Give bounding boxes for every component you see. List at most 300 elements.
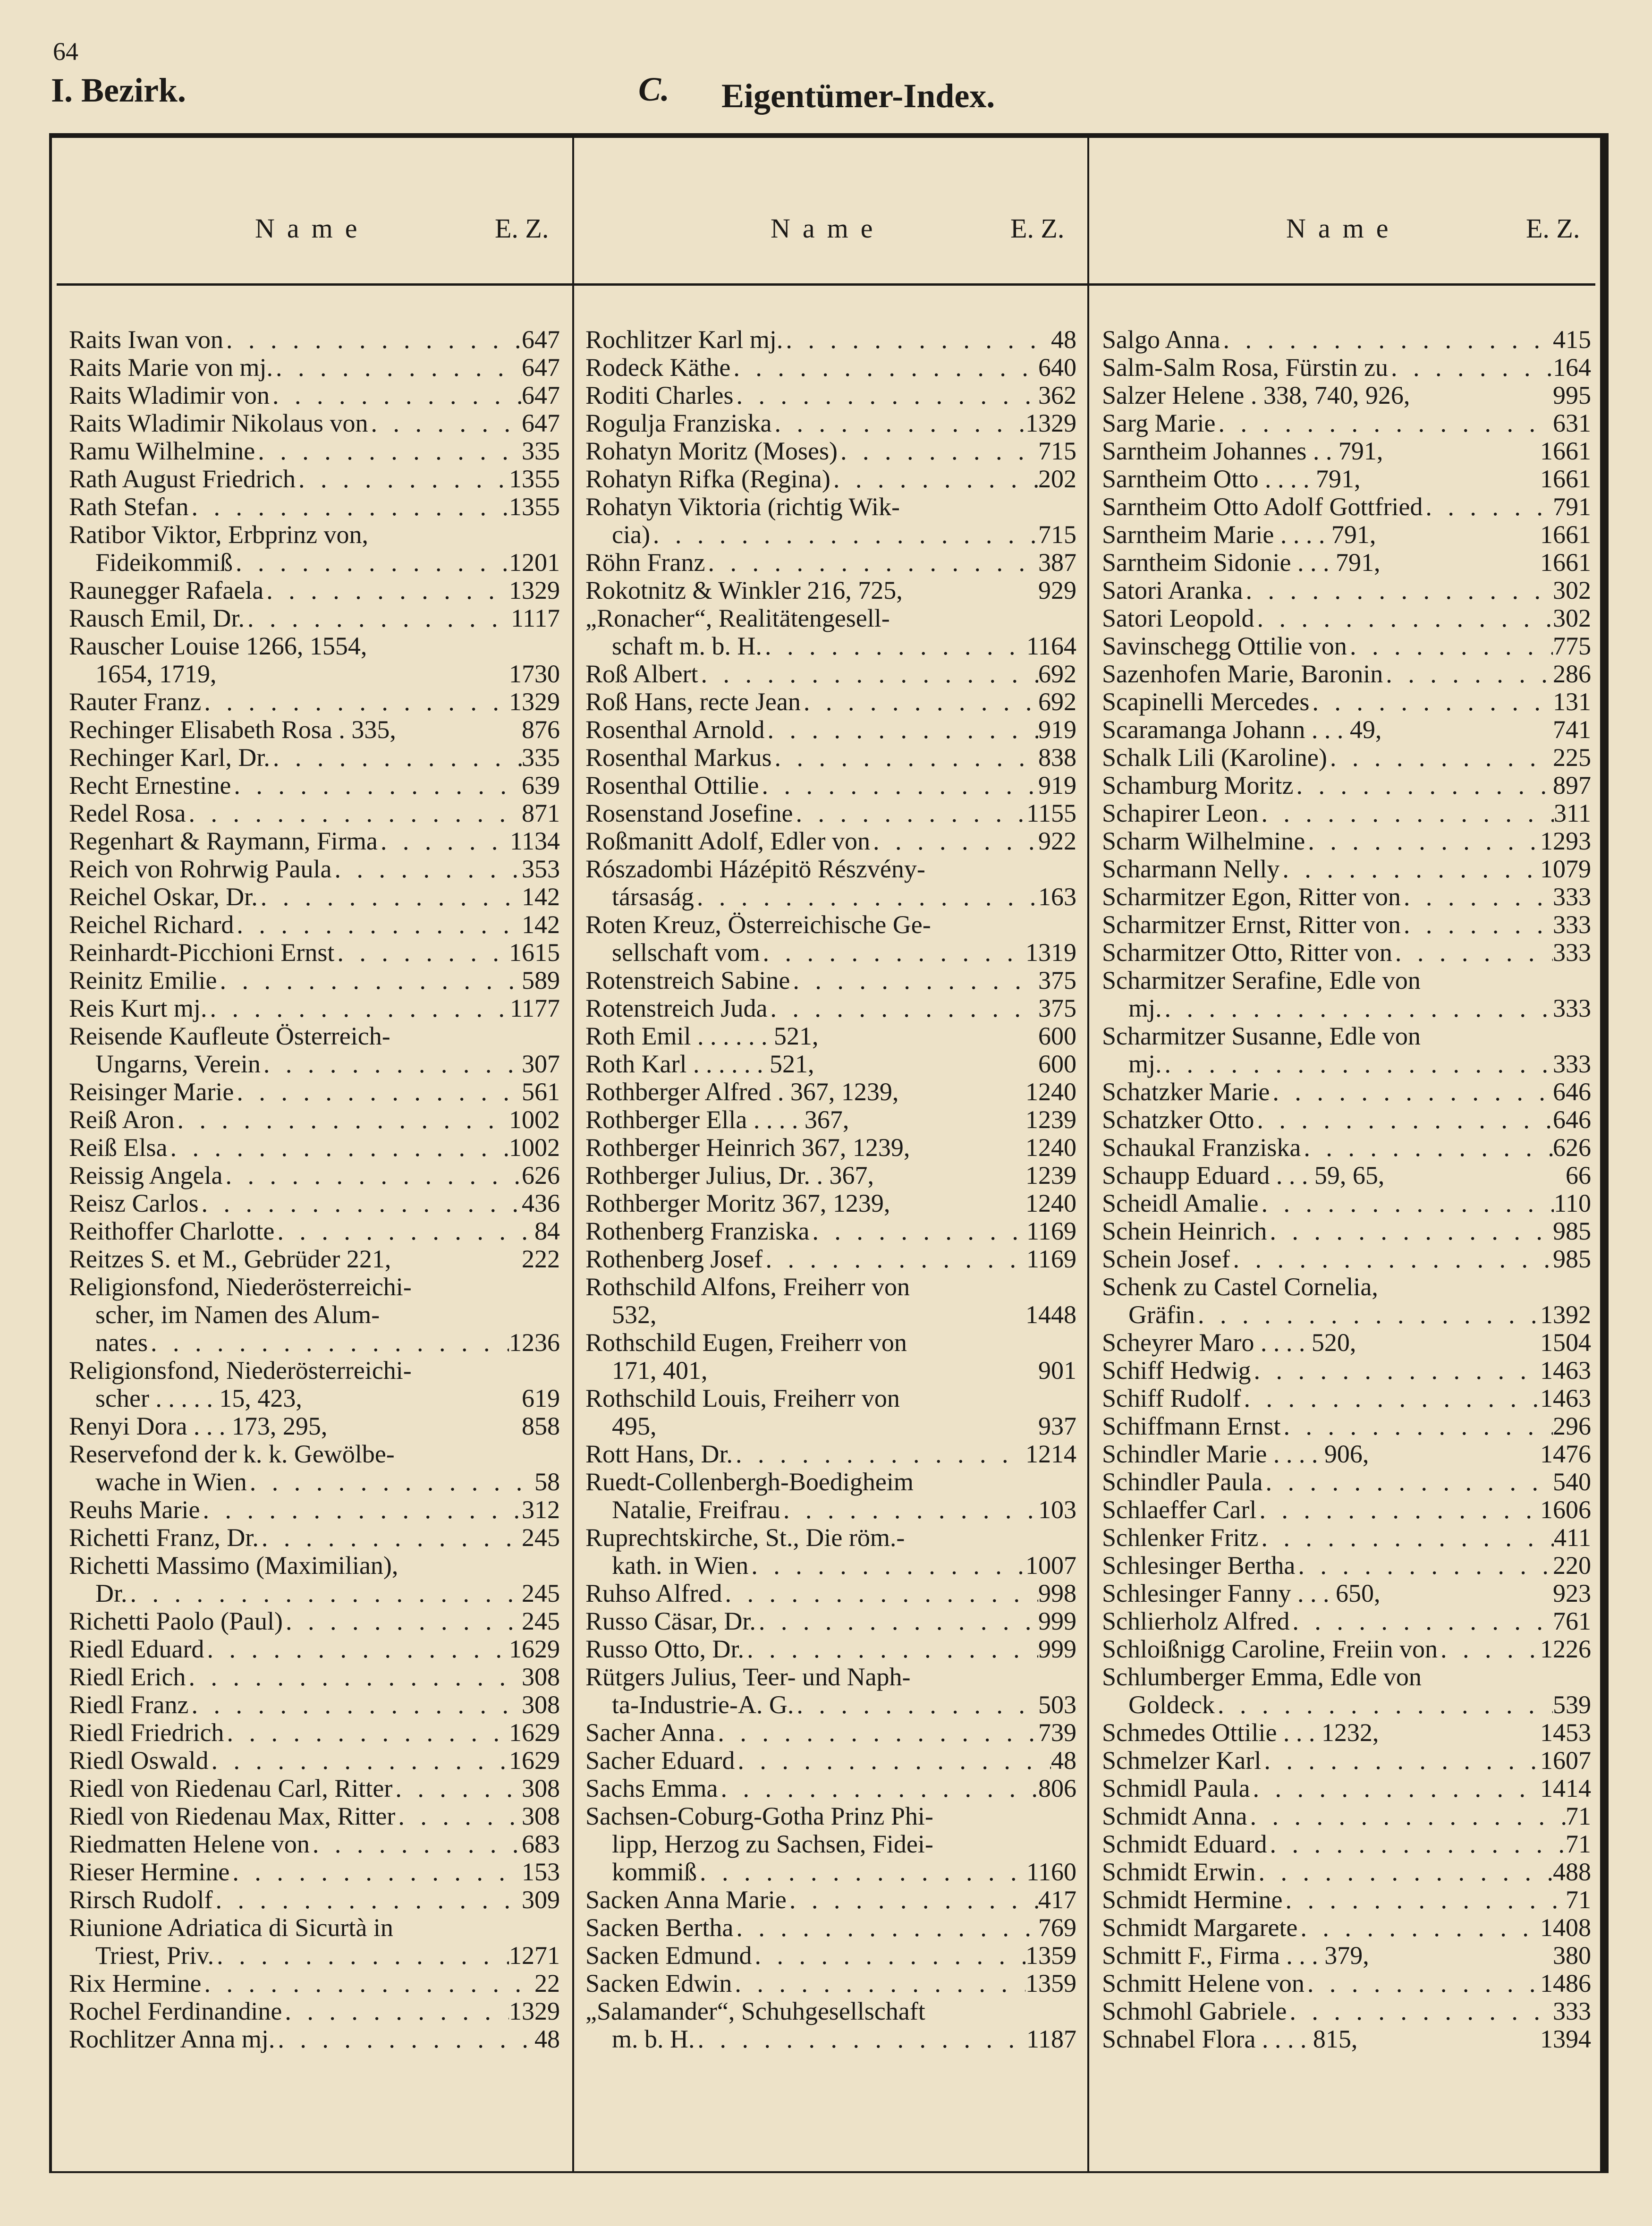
index-entry [1102, 1189, 1591, 1217]
index-entry [585, 1468, 1076, 1496]
ez-number: 302 [1553, 576, 1591, 604]
owner-name: Redel Rosa [69, 799, 186, 827]
index-entry [585, 437, 1076, 465]
index-entry [585, 660, 1076, 688]
dot-leader [1250, 1775, 1540, 1802]
owner-name: Riedl von Riedenau Max, Ritter [69, 1802, 396, 1830]
dot-leader [1423, 493, 1553, 521]
index-entry [69, 493, 560, 521]
owner-name: Schlumberger Emma, Edle von [1102, 1663, 1422, 1691]
index-entry [1102, 1552, 1591, 1580]
dot-leader [870, 827, 1038, 855]
dot-leader [1305, 827, 1540, 855]
index-entry [69, 465, 560, 493]
ez-number: 1187 [1026, 2025, 1076, 2053]
index-entry [1102, 1496, 1591, 1524]
owner-name: Rosenthal Ottilie [585, 772, 759, 799]
index-entry [585, 1886, 1076, 1914]
ez-number: 1240 [1025, 1078, 1076, 1106]
owner-name: Riunione Adriatica di Sicurtà in [69, 1914, 393, 1942]
ez-number: 375 [1038, 966, 1076, 994]
owner-name: Schmidt Erwin [1102, 1858, 1256, 1886]
dot-leader [1282, 1886, 1566, 1914]
ez-number: 1240 [1025, 1189, 1076, 1217]
ez-number: 647 [522, 381, 560, 409]
owner-name: Schmidt Hermine [1102, 1886, 1283, 1914]
index-entry [69, 1914, 560, 1942]
index-entry [69, 716, 560, 744]
owner-name: Rütgers Julius, Teer- und Naph- [585, 1663, 911, 1691]
owner-name: Schaupp Eduard . . . 59, 65, [1102, 1162, 1385, 1189]
index-entry [585, 744, 1076, 772]
owner-name: Rothberger Alfred . 367, 1239, [585, 1078, 899, 1106]
ez-number: 380 [1553, 1941, 1591, 1970]
owner-name: Roth Karl . . . . . . 521, [585, 1050, 814, 1078]
dot-leader [1258, 1189, 1554, 1217]
ez-number: 311 [1554, 799, 1591, 827]
dot-leader [234, 911, 522, 939]
dot-leader [764, 716, 1038, 744]
owner-name: Rodeck Käthe [585, 354, 731, 382]
index-entry [585, 1078, 1076, 1106]
ez-number: 1079 [1540, 855, 1591, 883]
dot-leader [1297, 1914, 1540, 1942]
index-entry [69, 1412, 560, 1440]
dot-leader [1251, 1357, 1540, 1385]
ez-number: 71 [1566, 1886, 1591, 1914]
ez-number: 769 [1038, 1913, 1076, 1942]
owner-name: Reichel Richard [69, 911, 234, 939]
dot-leader [1301, 1134, 1553, 1162]
ez-number: 1293 [1540, 827, 1591, 855]
owner-name: Roditi Charles [585, 382, 734, 409]
owner-name: Sachs Emma [585, 1775, 718, 1802]
ez-number: 308 [522, 1691, 560, 1719]
index-entry [585, 939, 1076, 967]
ez-number: 647 [522, 326, 560, 354]
dot-leader [697, 1858, 1026, 1886]
index-entry [69, 967, 560, 994]
ez-number: 308 [522, 1774, 560, 1802]
index-entry [69, 1942, 560, 1970]
ez-number: 375 [1038, 994, 1076, 1022]
ez-number: 1214 [1025, 1440, 1076, 1468]
dot-leader [167, 1134, 509, 1162]
owner-name: scher, im Namen des Alum- [95, 1301, 380, 1329]
dot-leader [368, 409, 522, 437]
ez-number: 333 [1553, 910, 1591, 939]
ez-number: 333 [1553, 1050, 1591, 1078]
index-entry [585, 716, 1076, 744]
ez-number: 286 [1553, 660, 1591, 688]
ez-number: 1201 [509, 548, 560, 577]
ez-number: 1359 [1025, 1941, 1076, 1970]
index-entry [1102, 1078, 1591, 1106]
index-entry [69, 1580, 560, 1607]
index-entry [585, 1301, 1076, 1329]
index-entry [69, 1691, 560, 1719]
ez-number: 1463 [1540, 1356, 1591, 1385]
index-entry [69, 1468, 560, 1496]
ez-number: 692 [1038, 660, 1076, 688]
ez-number: 66 [1566, 1161, 1591, 1189]
dot-leader [1287, 1997, 1553, 2025]
owner-name: Rohatyn Rifka (Regina) [585, 465, 830, 493]
index-entry [69, 939, 560, 967]
owner-name: Richetti Franz, Dr. [69, 1524, 259, 1552]
page-number: 64 [53, 37, 78, 66]
ez-number: 296 [1553, 1412, 1591, 1440]
index-entry [69, 1162, 560, 1189]
owner-name: Sazenhofen Marie, Baronin [1102, 660, 1383, 688]
dot-leader [830, 465, 1038, 493]
owner-name: schaft m. b. H. [612, 632, 762, 660]
ez-number: 488 [1553, 1858, 1591, 1886]
ez-number: 1355 [509, 465, 560, 493]
index-entry [585, 1775, 1076, 1802]
index-column-3 [1102, 326, 1591, 2158]
index-entry [1102, 521, 1591, 549]
owner-name: sellschaft vom [612, 939, 760, 967]
owner-name: Schalk Lili (Karoline) [1102, 744, 1327, 772]
owner-name: Schein Heinrich [1102, 1217, 1267, 1245]
owner-name: Rothschild Alfons, Freiherr von [585, 1273, 910, 1301]
ez-number: 1117 [511, 604, 560, 632]
owner-name: Reservefond der k. k. Gewölbe- [69, 1440, 395, 1468]
owner-name: Russo Otto, Dr. [585, 1635, 745, 1663]
owner-name: Schiff Rudolf [1102, 1385, 1241, 1412]
owner-name: Raits Marie von mj. [69, 354, 273, 382]
index-entry [1102, 1858, 1591, 1886]
owner-name: Rath August Friedrich [69, 465, 296, 493]
index-entry [1102, 799, 1591, 827]
ez-number: 1359 [1025, 1969, 1076, 1997]
dot-leader [1256, 1496, 1540, 1524]
index-entry [585, 1747, 1076, 1775]
ez-number: 1629 [509, 1746, 560, 1775]
index-entry [1102, 1914, 1591, 1942]
index-entry [1102, 1802, 1591, 1830]
ez-number: 1002 [509, 1133, 560, 1162]
owner-name: Schindler Paula [1102, 1468, 1263, 1496]
owner-name: Rothberger Ella . . . . 367, [585, 1106, 849, 1134]
index-entry [585, 1830, 1076, 1858]
index-entry [585, 1357, 1076, 1385]
owner-name: Schindler Marie . . . . 906, [1102, 1440, 1369, 1468]
dot-leader [1247, 1802, 1566, 1830]
owner-name: Scharmann Nelly [1102, 855, 1280, 883]
index-entry [585, 493, 1076, 521]
owner-name: Ruhso Alfred [585, 1580, 722, 1607]
ez-number: 589 [522, 966, 560, 994]
owner-name: Salzer Helene . 338, 740, 926, [1102, 382, 1410, 409]
dot-leader [1241, 1385, 1541, 1412]
owner-name: Roßmanitt Adolf, Edler von [585, 827, 870, 855]
owner-name: Schmohl Gabriele [1102, 1997, 1287, 2025]
owner-name: Raits Wladimir von [69, 382, 270, 409]
owner-name: Rothberger Moritz 367, 1239, [585, 1189, 890, 1217]
index-entry [1102, 744, 1591, 772]
index-entry [1102, 1134, 1591, 1162]
dot-leader [1261, 1747, 1540, 1775]
owner-name: Rosenthal Markus [585, 744, 772, 772]
ez-number: 741 [1553, 715, 1591, 744]
owner-name: Rauscher Louise 1266, 1554, [69, 632, 367, 660]
owner-name: Renyi Dora . . . 173, 295, [69, 1412, 328, 1440]
ez-number: 245 [522, 1607, 560, 1635]
ez-number: 1448 [1025, 1300, 1076, 1329]
ez-number: 387 [1038, 548, 1076, 577]
ez-number: 639 [522, 771, 560, 799]
index-entry [69, 772, 560, 799]
ez-number: 1329 [509, 688, 560, 716]
index-entry [1102, 883, 1591, 911]
dot-leader [771, 744, 1038, 772]
index-entry [585, 1607, 1076, 1635]
owner-name: Reichel Oskar, Dr. [69, 883, 258, 911]
owner-name: Richetti Massimo (Maximilian), [69, 1552, 398, 1580]
owner-name: Schmidt Margarete [1102, 1914, 1298, 1942]
index-entry [585, 1691, 1076, 1719]
ez-number: 929 [1038, 576, 1076, 604]
dot-leader [1262, 1468, 1553, 1496]
owner-name: Regenhart & Raymann, Firma [69, 827, 378, 855]
column-divider [572, 138, 574, 2171]
index-entry [585, 465, 1076, 493]
index-entry [585, 1802, 1076, 1830]
index-entry [69, 883, 560, 911]
index-entry [1102, 382, 1591, 409]
dot-leader [204, 1635, 509, 1663]
dot-leader [762, 632, 1026, 660]
dot-leader [732, 1970, 1025, 1997]
dot-leader [1195, 1301, 1540, 1329]
dot-leader [224, 1719, 509, 1747]
owner-name: 1654, 1719, [95, 660, 217, 688]
owner-name: Raunegger Rafaela [69, 577, 264, 604]
index-entry [1102, 1747, 1591, 1775]
owner-name: Savinschegg Ottilie von [1102, 632, 1347, 660]
ez-number: 995 [1553, 381, 1591, 409]
ez-number: 333 [1553, 994, 1591, 1022]
dot-leader [733, 1914, 1038, 1942]
ez-number: 999 [1038, 1635, 1076, 1663]
ez-number: 335 [522, 743, 560, 772]
owner-name: Riedl Oswald [69, 1747, 209, 1775]
owner-name: Riedl Friedrich [69, 1719, 224, 1747]
ez-number: 1329 [509, 1997, 560, 2025]
owner-name: Schein Josef [1102, 1245, 1230, 1273]
dot-leader [1327, 744, 1553, 772]
index-entry [69, 2025, 560, 2053]
owner-name: Reiß Aron [69, 1106, 175, 1134]
dot-leader [722, 1580, 1039, 1607]
dot-leader [378, 827, 510, 855]
index-entry [1102, 409, 1591, 437]
owner-name: Rosenthal Arnold [585, 716, 765, 744]
owner-name: Schaukal Franziska [1102, 1134, 1301, 1162]
owner-name: Satori Leopold [1102, 604, 1254, 632]
index-entry [585, 1189, 1076, 1217]
owner-name: Rotenstreich Juda [585, 994, 768, 1022]
ez-number: 775 [1553, 632, 1591, 660]
owner-name: Scharmitzer Ernst, Ritter von [1102, 911, 1401, 939]
ez-number: 308 [522, 1663, 560, 1691]
index-entry [69, 549, 560, 577]
index-entry [69, 1886, 560, 1914]
dot-leader [1254, 1106, 1553, 1134]
owner-name: Rott Hans, Dr. [585, 1440, 733, 1468]
index-entry [69, 744, 560, 772]
index-entry [69, 1078, 560, 1106]
dot-leader [735, 1747, 1051, 1775]
ez-number: 806 [1038, 1774, 1076, 1802]
index-entry [1102, 493, 1591, 521]
ez-number: 71 [1566, 1830, 1591, 1858]
dot-leader [1258, 1524, 1554, 1552]
ez-number: 153 [522, 1858, 560, 1886]
dot-leader [787, 1886, 1038, 1914]
dot-leader [247, 1468, 534, 1496]
index-entry [1102, 549, 1591, 577]
owner-name: Fideikommiß [95, 549, 233, 577]
owner-name: wache in Wien [95, 1468, 247, 1496]
index-entry [585, 1663, 1076, 1691]
index-entry [1102, 855, 1591, 883]
owner-name: Sarg Marie [1102, 409, 1216, 437]
column-header-ez: E. Z. [1526, 213, 1580, 244]
owner-name: Russo Cäsar, Dr. [585, 1607, 756, 1635]
column-header-name: Name [1286, 213, 1401, 244]
index-entry [585, 1635, 1076, 1663]
ez-number: 1486 [1540, 1969, 1591, 1997]
index-entry [69, 1440, 560, 1468]
owner-name: Rochlitzer Anna mj. [69, 2025, 275, 2053]
dot-leader [188, 493, 509, 521]
owner-name: Röhn Franz [585, 549, 705, 577]
owner-name: Roten Kreuz, Österreichische Ge- [585, 911, 931, 939]
dot-leader [282, 1997, 509, 2025]
index-entry [1102, 1273, 1591, 1301]
index-entry [585, 354, 1076, 382]
owner-name: Schloißnigg Caroline, Freiin von [1102, 1635, 1438, 1663]
index-entry [585, 549, 1076, 577]
index-entry [69, 688, 560, 716]
dot-leader [733, 382, 1038, 409]
dot-leader [694, 883, 1038, 911]
index-entry [1102, 604, 1591, 632]
ez-number: 1002 [509, 1105, 560, 1134]
dot-leader [794, 1691, 1038, 1719]
ez-number: 436 [522, 1189, 560, 1217]
index-entry [69, 1301, 560, 1329]
index-entry [1102, 688, 1591, 716]
dot-leader [698, 660, 1039, 688]
dot-leader [208, 1747, 509, 1775]
owner-name: Schatzker Otto [1102, 1106, 1254, 1134]
index-entry [69, 632, 560, 660]
ez-number: 245 [522, 1579, 560, 1607]
owner-name: Roß Hans, recte Jean [585, 688, 801, 716]
owner-name: Scheyrer Maro . . . . 520, [1102, 1329, 1356, 1357]
index-entry [1102, 2025, 1591, 2053]
ez-number: 999 [1038, 1607, 1076, 1635]
dot-leader [756, 1607, 1038, 1635]
dot-leader [1162, 994, 1553, 1022]
dot-leader [258, 883, 522, 911]
index-entry [585, 521, 1076, 549]
ez-number: 1476 [1540, 1440, 1591, 1468]
ez-number: 761 [1553, 1607, 1591, 1635]
dot-leader [395, 1802, 522, 1830]
owner-name: „Ronacher“, Realitätengesell- [585, 604, 890, 632]
owner-name: Sacher Anna [585, 1719, 715, 1747]
owner-name: Dr. [95, 1580, 127, 1607]
ez-number: 1169 [1026, 1245, 1076, 1273]
ez-number: 71 [1566, 1802, 1591, 1830]
ez-number: 683 [522, 1830, 560, 1858]
index-entry [1102, 827, 1591, 855]
dot-leader [214, 1942, 509, 1970]
owner-name: Reich von Rohrwig Paula [69, 855, 332, 883]
dot-leader [1383, 660, 1553, 688]
index-entry [585, 1022, 1076, 1050]
index-entry [585, 1412, 1076, 1440]
index-column-2 [585, 326, 1076, 2158]
dot-leader [270, 744, 522, 772]
owner-name: Rirsch Rudolf [69, 1886, 213, 1914]
owner-name: Rohatyn Viktoria (richtig Wik- [585, 493, 900, 521]
ez-number: 626 [1553, 1133, 1591, 1162]
ez-number: 838 [1038, 743, 1076, 772]
index-entry [69, 1635, 560, 1663]
dot-leader [1401, 911, 1553, 939]
ez-number: 333 [1553, 1997, 1591, 2025]
index-entry [1102, 1022, 1591, 1050]
owner-name: Riedmatten Helene von [69, 1830, 310, 1858]
ez-number: 1007 [1025, 1551, 1076, 1580]
section-letter: C. [638, 70, 670, 108]
index-entry [69, 1858, 560, 1886]
index-entry [1102, 1162, 1591, 1189]
index-entry [1102, 1691, 1591, 1719]
ez-number: 1239 [1025, 1161, 1076, 1189]
ez-number: 202 [1038, 465, 1076, 493]
dot-leader [1388, 354, 1553, 382]
owner-name: Rochlitzer Karl mj. [585, 326, 783, 354]
index-entry [1102, 326, 1591, 354]
ez-number: 1661 [1540, 520, 1591, 549]
ez-number: 163 [1038, 883, 1076, 911]
index-entry [69, 1997, 560, 2025]
ez-number: 539 [1553, 1691, 1591, 1719]
dot-leader [188, 1691, 522, 1719]
ez-number: 647 [522, 409, 560, 437]
index-entry [1102, 1830, 1591, 1858]
dot-leader [201, 688, 509, 716]
index-entry [585, 1273, 1076, 1301]
owner-name: Schenk zu Castel Cornelia, [1102, 1273, 1378, 1301]
dot-leader [1230, 1245, 1553, 1273]
owner-name: Scharmitzer Serafine, Edle von [1102, 967, 1421, 994]
owner-name: Schlenker Fritz [1102, 1524, 1259, 1552]
owner-name: Schamburg Moritz [1102, 772, 1294, 799]
dot-leader [186, 799, 522, 827]
column-divider [1087, 138, 1089, 2171]
ez-number: 103 [1038, 1495, 1076, 1524]
index-entry [69, 1050, 560, 1078]
owner-name: Rechinger Elisabeth Rosa . 335, [69, 716, 396, 744]
